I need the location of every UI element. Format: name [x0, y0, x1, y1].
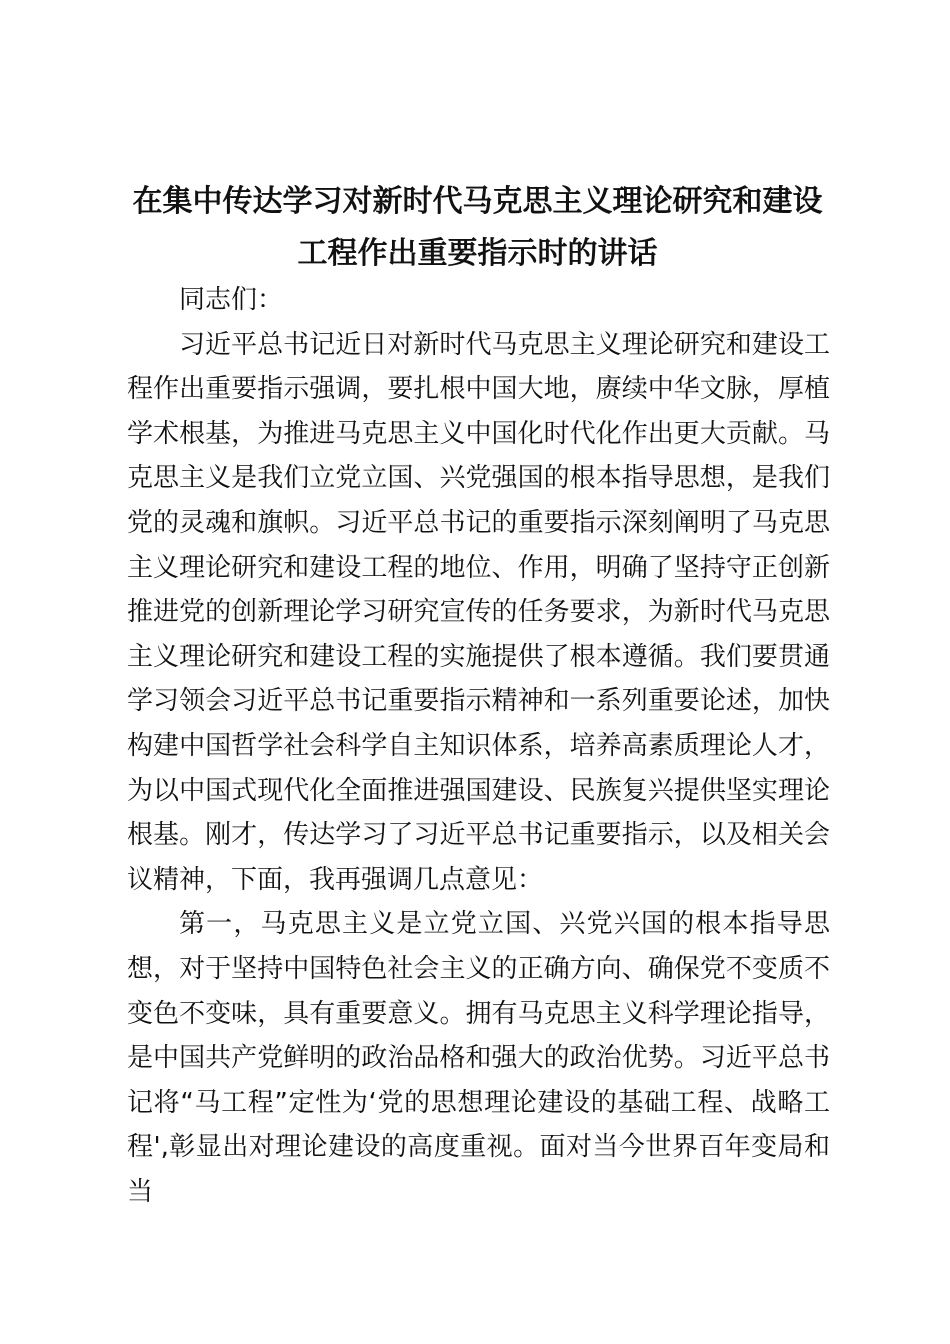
paragraph-2: 第一，马克思主义是立党立国、兴党兴国的根本指导思想，对于坚持中国特色社会主义的正确方向、确保党不变质不变色不变味，具有重要意义。拥有马克思主义科学理论指导，是中国共产党鲜明的政治品格和强大的政治优势。习近平总书记将“马工程”定性为‘党的思想理论建设的基础工程、战略工程',彰显出对理论建设的高度重视。面对当今世界百年变局和当: [127, 909, 830, 1207]
document-title: 在集中传达学习对新时代马克思主义理论研究和建设工程作出重要指示时的讲话: [132, 184, 823, 271]
document-body: [127, 278, 830, 1214]
paragraph-1: 习近平总书记近日对新时代马克思主义理论研究和建设工程作出重要指示强调，要扎根中国大地，赓续中华文脉，厚植学术根基，为推进马克思主义中国化时代化作出更大贡献。马克思主义是我们立党立国、兴党强国的根本指导思想，是我们党的灵魂和旗帜。习近平总书记的重要指示深刻阐明了马克思主义理论研究和建设工程的地位、作用，明确了坚持守正创新推进党的创新理论学习研究宣传的任务要求，为新时代马克思主义理论研究和建设工程的实施提供了根本遵循。我们要贯通学习领会习近平总书记重要指示精神和一系列重要论述，加快构建中国哲学社会科学自主知识体系，培养高素质理论人才，为以中国式现代化全面推进强国建设、民族复兴提供坚实理论根基。刚才，传达学习了习近平总书记重要指示，以及相关会议精神，下面，我再强调几点意见：: [127, 329, 830, 895]
salutation: 同志们：: [179, 285, 284, 315]
